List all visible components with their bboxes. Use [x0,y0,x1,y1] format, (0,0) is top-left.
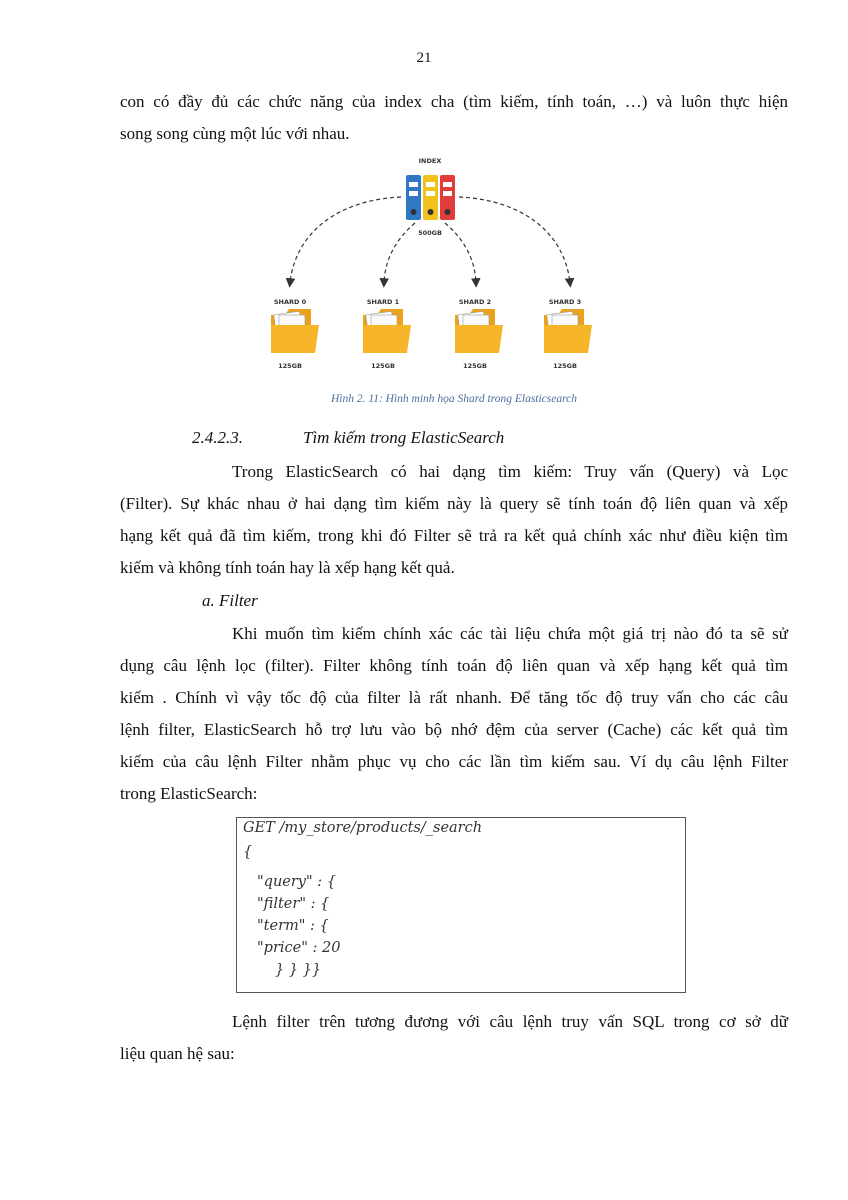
code-line: { [243,844,253,860]
section-line-2: (Filter). Sự khác nhau ở hai dạng tìm kiếm này là query sẽ tính toán độ liên quan và xếp [120,494,788,513]
index-binders-icon [406,175,455,220]
code-line: "price" : 20 [257,940,341,956]
shard-figure [265,155,595,385]
subsection-line-2: dụng câu lệnh lọc (filter). Filter không tính toán độ liên quan và xếp hạng kết quả tìm [120,656,788,675]
subsection-line-5: kiếm của câu lệnh Filter nhằm phục vụ cho các lần tìm kiếm sau. Ví dụ câu lệnh Filter [120,752,788,771]
shard-0-label: SHARD 0 [273,298,307,306]
section-line-3: hạng kết quả đã tìm kiếm, trong khi đó Filter sẽ trả ra kết quả chính xác như điều kiện tìm [120,526,788,545]
shard-1-size: 125GB [371,362,395,370]
folder-icon [363,309,411,353]
intro-line-1: con có đầy đủ các chức năng của index cha (tìm kiếm, tính toán, …) và luôn thực hiện [120,92,788,111]
folder-icon [455,309,503,353]
code-block [236,817,686,993]
closing-line-2: liệu quan hệ sau: [120,1044,235,1063]
section-number: 2.4.2.3. [192,428,243,447]
subsection-line-6: trong ElasticSearch: [120,784,258,803]
intro-line-2: song song cùng một lúc với nhau. [120,124,350,143]
subsection-line-4: lệnh filter, ElasticSearch hỗ trợ lưu vào bộ nhớ đệm của server (Cache) các kết quả tìm [120,720,788,739]
folder-icon [271,309,319,353]
shard-3-label: SHARD 3 [548,298,582,306]
code-line: "query" : { [257,874,336,890]
figure-caption: Hình 2. 11: Hình minh họa Shard trong Elasticsearch [330,393,578,405]
subsection-title: a. Filter [202,591,258,610]
section-title: Tìm kiếm trong ElasticSearch [303,428,505,447]
shard-0-size: 125GB [278,362,302,370]
page-number: 21 [416,50,432,66]
intro-paragraph [120,86,788,150]
subsection-line-3: kiếm . Chính vì vậy tốc độ của filter là rất nhanh. Để tăng tốc độ truy vấn cho các câu [120,688,788,707]
shard-2-size: 125GB [463,362,487,370]
index-size: 500GB [418,229,442,237]
index-label: INDEX [418,157,442,165]
closing-line-1: Lệnh filter trên tương đương với câu lệnh truy vấn SQL trong cơ sở dữ [232,1012,788,1031]
code-line: "filter" : { [257,896,330,912]
closing-paragraph [120,1006,788,1070]
section-paragraph [120,456,788,584]
shard-3-size: 125GB [553,362,577,370]
subsection-line-1: Khi muốn tìm kiếm chính xác các tài liệu chứa một giá trị nào đó ta sẽ sử [232,624,788,643]
section-line-1: Trong ElasticSearch có hai dạng tìm kiếm: Truy vấn (Query) và Lọc [232,462,788,481]
code-line: } } }} [275,962,322,978]
shard-2-label: SHARD 2 [458,298,492,306]
subsection-paragraph [120,618,788,810]
section-line-4: kiếm và không tính toán hay là xếp hạng kết quả. [120,558,455,577]
folder-icon [544,309,592,353]
code-line: "term" : { [257,918,329,934]
code-line: GET /my_store/products/_search [243,820,483,836]
shard-1-label: SHARD 1 [366,298,400,306]
